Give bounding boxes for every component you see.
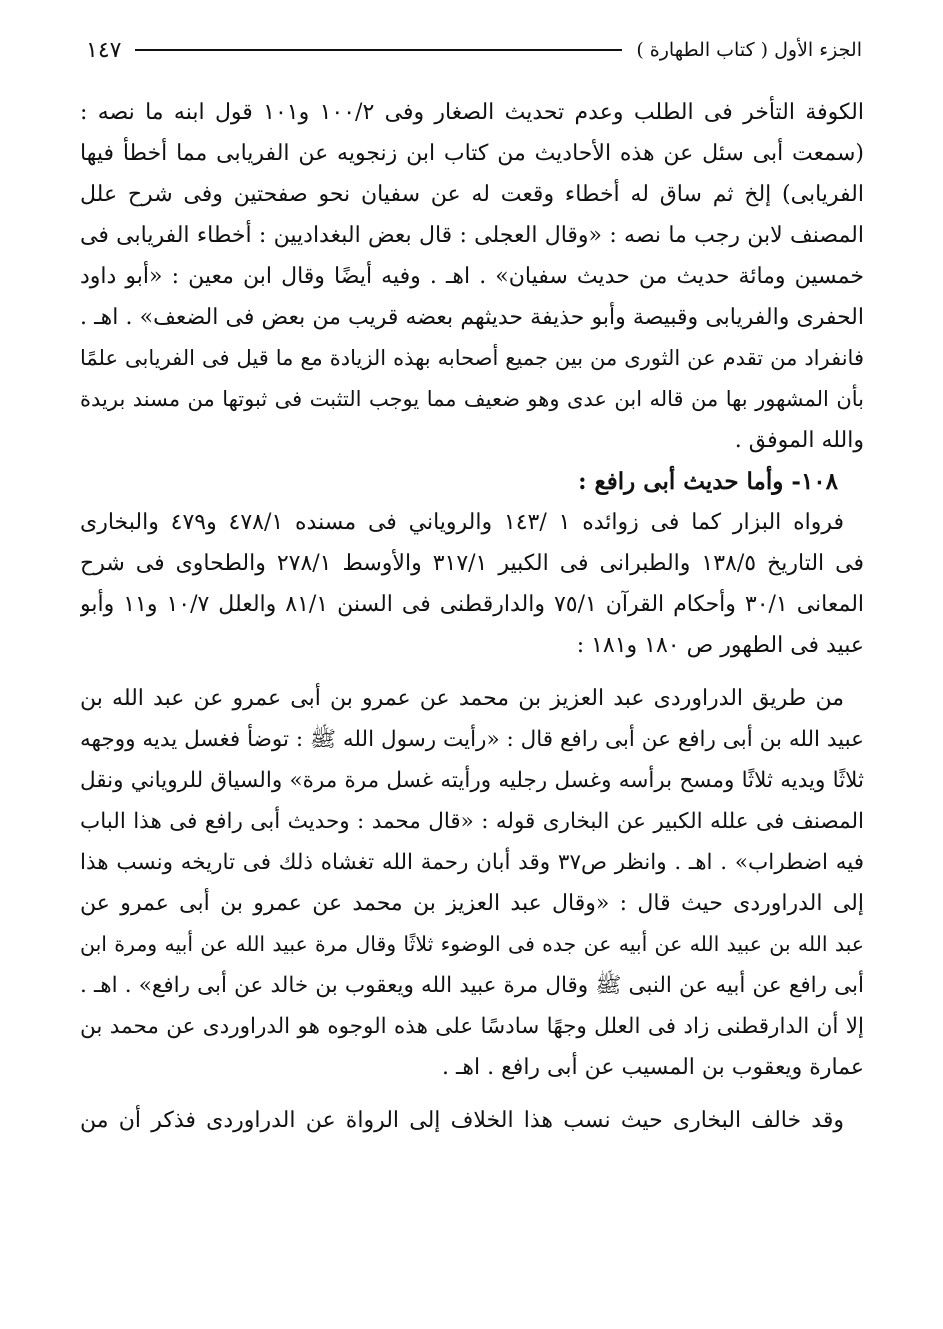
text-line: (سمعت أبى سئل عن هذه الأحاديث من كتاب ابن زنجويه عن الفريابى مما أخطأ فيها — [80, 141, 864, 166]
paragraph-gap — [80, 666, 864, 678]
paragraph-bukhari — [80, 1100, 864, 1141]
text-line: الكوفة التأخر فى الطلب وعدم تحديث الصغار وفى ١٠٠/٢ و١٠١ قول ابنه ما نصه : — [80, 100, 864, 125]
paragraph-continuation — [80, 92, 864, 461]
page-header — [86, 30, 862, 70]
text-line: الفريابى) إلخ ثم ساق له أخطاء وقعت له عن سفيان نحو صفحتين وفى شرح علل — [80, 182, 864, 207]
page-number: ١٤٧ — [86, 37, 122, 63]
text-line: عبد الله بن عبيد الله عن أبيه عن جده فى الوضوء ثلاثًا وقال مرة عبيد الله عن أبيه ومرة ابن — [80, 932, 864, 956]
text-line: عبيد الله بن أبى رافع عن أبى رافع قال : «رأيت رسول الله ﷺ : توضأ فغسل يديه ووجهه — [80, 727, 864, 752]
text-line: الحفرى والفريابى وقبيصة وأبو حذيفة حديثهم بعضه قريب من بعض فى الضعف» . اهـ . — [80, 305, 864, 330]
text-line: فرواه البزار كما فى زوائده ١ /١٤٣ والروياني فى مسنده ٤٧٨/١ و٤٧٩ والبخارى — [80, 510, 844, 535]
text-line: إلا أن الدارقطنى زاد فى العلل وجهًا سادسًا على هذه الوجوه هو الدراوردى عن محمد بن — [80, 1014, 864, 1039]
running-title: الجزء الأول ( كتاب الطهارة ) — [636, 39, 862, 61]
text-line: عبيد فى الطهور ص ١٨٠ و١٨١ : — [576, 633, 864, 658]
text-line: أبى رافع عن أبيه عن النبى ﷺ وقال مرة عبيد الله ويعقوب بن خالد عن أبى رافع» . اهـ . — [80, 973, 864, 998]
text-line: عمارة ويعقوب بن المسيب عن أبى رافع . اهـ . — [441, 1055, 864, 1080]
text-line: فيه اضطراب» . اهـ . وانظر ص٣٧ وقد أبان رحمة الله تغشاه ذلك فى تاريخه ونسب هذا — [80, 850, 864, 875]
text-line: ثلاثًا ويديه ثلاثًا ومسح برأسه وغسل رجليه ورأيته غسل مرة مرة» والسياق للروياني ونقل — [80, 768, 864, 793]
text-line: المعانى ٣٠/١ وأحكام القرآن ٧٥/١ والدارقطنى فى السنن ٨١/١ والعلل ١٠/٧ و١١ وأبو — [80, 592, 864, 617]
text-line: وقد خالف البخارى حيث نسب هذا الخلاف إلى الرواة عن الدراوردى فذكر أن من — [80, 1108, 844, 1133]
text-line: المصنف لابن رجب ما نصه : «وقال العجلى : قال بعض البغداديين : أخطاء الفريابى فى — [80, 223, 864, 248]
text-line: بأن المشهور بها من قاله ابن عدى وهو ضعيف مما يوجب التثبت فى ثبوتها من مسند بريدة — [80, 387, 864, 411]
text-line: المصنف فى علله الكبير عن البخارى قوله : «قال محمد : وحديث أبى رافع فى هذا الباب — [80, 809, 864, 834]
text-line: إلى الدراوردى حيث قال : «وقال عبد العزيز بن محمد عن عمرو بن أبى عمرو عن — [80, 891, 864, 916]
header-rule — [135, 49, 622, 51]
paragraph-gap — [80, 1088, 864, 1100]
text-line: فى التاريخ ١٣٨/٥ والطبرانى فى الكبير ٣١٧/١ والأوسط ٢٧٨/١ والطحاوى فى شرح — [80, 551, 864, 576]
paragraph-sources — [80, 502, 864, 666]
paragraph-isnad — [80, 678, 864, 1088]
text-line: والله الموفق . — [734, 428, 864, 453]
section-heading: ١٠٨- وأما حديث أبى رافع : — [578, 468, 838, 495]
text-line: خمسين ومائة حديث من حديث سفيان» . اهـ . وفيه أيضًا وقال ابن معين : «أبو داود — [80, 264, 864, 289]
text-line: من طريق الدراوردى عبد العزيز بن محمد عن عمرو بن أبى عمرو عن عبد الله بن — [80, 686, 844, 711]
body-text — [80, 92, 864, 1141]
text-line: فانفراد من تقدم عن الثورى من بين جميع أصحابه بهذه الزيادة مع ما قيل فى الفريابى علمًا — [80, 346, 864, 370]
